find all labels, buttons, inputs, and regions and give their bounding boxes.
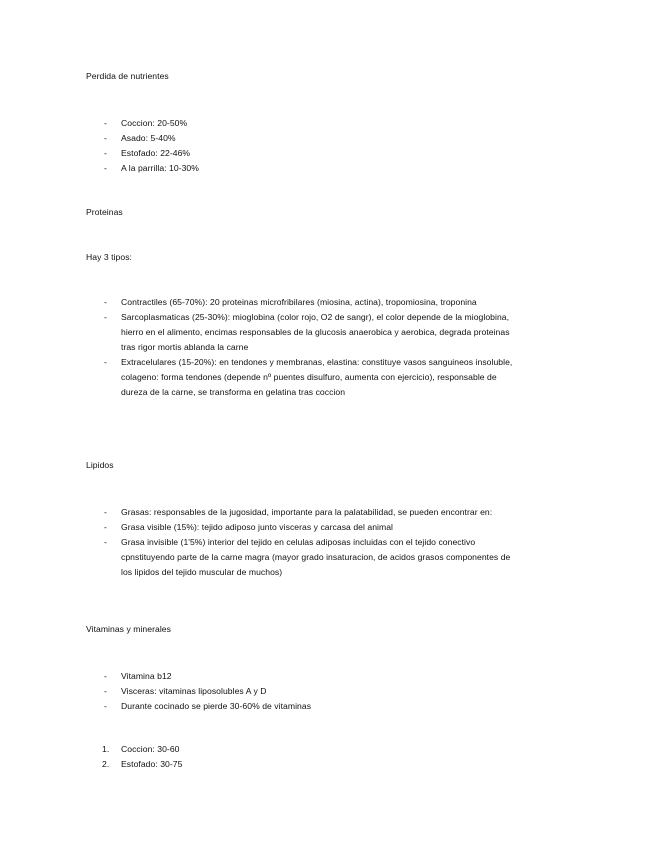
list-item-text: Grasa visible (15%): tejido adiposo junto visceras y carcasa del animal (121, 522, 393, 532)
bullet-marker: - (104, 686, 107, 696)
list-item (0, 295, 513, 310)
list-item-text: Grasas: responsables de la jugosidad, importante para la palatabilidad, se pueden encontrar en: (121, 507, 493, 517)
list-item-text: Grasa invisible (1'5%) interior del tejido en celulas adiposas incluidas con el tejido conectivo cpnstituyendo parte de la carne magra (mayor grado insaturacion, de acidos grasos componentes de los lipidos del tejido muscular de muchos) (121, 537, 511, 577)
proteinas-intro: Hay 3 tipos: (86, 252, 132, 262)
list-item (0, 520, 513, 535)
list-item (0, 669, 513, 684)
bullet-marker: - (104, 133, 107, 143)
list-item (0, 310, 513, 355)
numbered-list-item (0, 742, 513, 757)
list-item (0, 699, 513, 714)
list-item-text: Durante cocinado se pierde 30-60% de vitaminas (121, 701, 312, 711)
bullet-marker: - (104, 118, 107, 128)
heading-proteinas: Proteinas (86, 207, 123, 217)
list-item-text: Coccion: 20-50% (121, 118, 188, 128)
bullet-marker: - (104, 537, 107, 547)
list-item (0, 535, 513, 580)
list-item-text: Contractiles (65-70%): 20 proteinas microfribilares (miosina, actina), tropomiosina, troponina (121, 297, 477, 307)
bullet-marker: - (104, 507, 107, 517)
list-item (0, 116, 513, 131)
list-perdida-nutrientes (0, 116, 513, 176)
list-item (0, 131, 513, 146)
list-item-text: A la parrilla: 10-30% (121, 163, 199, 173)
list-item (0, 355, 513, 400)
numbered-list-item (0, 757, 513, 772)
bullet-marker: - (104, 297, 107, 307)
heading-perdida-nutrientes: Perdida de nutrientes (86, 71, 169, 81)
number-marker: 1. (102, 744, 110, 754)
bullet-marker: - (104, 522, 107, 532)
numbered-list-vitaminas (0, 742, 513, 772)
bullet-marker: - (104, 312, 107, 322)
list-item-text: Vitamina b12 (121, 671, 172, 681)
list-item-text: Estofado: 22-46% (121, 148, 191, 158)
list-item (0, 684, 513, 699)
heading-vitaminas-minerales: Vitaminas y minerales (86, 624, 171, 634)
list-vitaminas (0, 669, 513, 714)
list-lipidos (0, 505, 513, 580)
list-item-text: Asado: 5-40% (121, 133, 176, 143)
number-marker: 2. (102, 759, 110, 769)
bullet-marker: - (104, 357, 107, 367)
list-item (0, 161, 513, 176)
list-item-text: Extracelulares (15-20%): en tendones y membranas, elastina: constituye vasos sanguineos insoluble, colageno: forma tendones (depende nº puentes disulfuro, aumenta con ejercicio), responsable de dureza de la carne, se transforma en gelatina tras coccion (121, 357, 513, 397)
bullet-marker: - (104, 701, 107, 711)
list-item-text: Sarcoplasmaticas (25-30%): mioglobina (color rojo, O2 de sangr), el color depende de la mioglobina, hierro en el alimento, encimas responsables de la glucosis anaerobica y aerobica, degrada proteinas tras rigor mortis ablanda la carne (121, 312, 510, 352)
list-item-text: Estofado: 30-75 (121, 759, 183, 769)
bullet-marker: - (104, 148, 107, 158)
bullet-marker: - (104, 671, 107, 681)
bullet-marker: - (104, 163, 107, 173)
list-item (0, 505, 513, 520)
list-proteinas (0, 295, 513, 400)
list-item (0, 146, 513, 161)
heading-lipidos: Lipidos (86, 460, 114, 470)
list-item-text: Coccion: 30-60 (121, 744, 180, 754)
list-item-text: Visceras: vitaminas liposolubles A y D (121, 686, 267, 696)
